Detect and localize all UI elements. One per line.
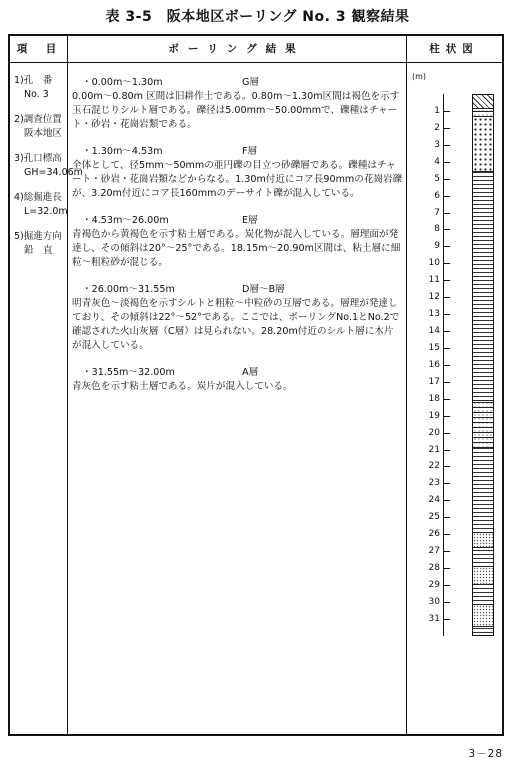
depth-label: 2	[434, 122, 440, 133]
section-f-layer	[72, 145, 403, 201]
depth-tick	[443, 213, 450, 214]
depth-label: 23	[428, 478, 440, 489]
item-direction	[14, 230, 66, 258]
depth-tick	[443, 331, 450, 332]
depth-label: 12	[428, 292, 440, 303]
layer-c-silt	[473, 548, 493, 567]
item-label: 3)孔口標高	[14, 153, 62, 164]
depth-tick	[443, 450, 450, 451]
depth-label: 5	[434, 173, 440, 184]
section-range: ・4.53m～26.00m	[82, 215, 169, 226]
depth-label: 15	[428, 342, 440, 353]
depth-tick	[443, 246, 450, 247]
section-a-layer	[72, 366, 403, 394]
depth-tick	[443, 145, 450, 146]
layer-b-sand	[473, 567, 493, 585]
section-text: 0.00m～0.80m 区間は旧耕作土である。0.80m～1.30m区間は褐色を示す玉石混じりシルト層である。礫径は5.00mm～50.00mmで、礫種はチャート・砂岩・花崗岩類である。	[72, 91, 400, 130]
depth-tick	[443, 433, 450, 434]
depth-label: 13	[428, 309, 440, 320]
item-elevation	[14, 152, 83, 180]
section-text: 青灰色を示す粘土層である。炭片が混入している。	[72, 381, 293, 392]
depth-label: 31	[428, 613, 440, 624]
layer-g-silt	[473, 109, 493, 118]
depth-tick	[443, 602, 450, 603]
depth-label: 24	[428, 495, 440, 506]
layer-topsoil	[473, 95, 493, 109]
column-divider-2	[406, 36, 407, 734]
depth-label: 20	[428, 427, 440, 438]
item-location	[14, 113, 66, 141]
layer-e-clay-upper	[473, 172, 493, 401]
layer-a-clay	[473, 627, 493, 636]
depth-tick	[443, 263, 450, 264]
lithology-column	[472, 94, 494, 636]
section-text: 全体として、径5mm～50mmの亜円礫の目立つ砂礫層である。礫種はチャート・砂岩・花崗岩類などからなる。1.30m付近にコア長90mmの花崗岩礫が、3.20m付近にコア長160mmのデーサイト礫が混入している。	[72, 160, 403, 199]
depth-label: 30	[428, 596, 440, 607]
section-text: 明青灰色～淡褐色を示すシルトと粗粒～中粒砂の互層である。層理が発達しており、その傾斜は22°～52°である。ここでは、ボーリングNo.1とNo.2で確認された火山灰層（C層）は見られない。28.20m付近のシルト層に木片が混入している。	[72, 298, 400, 351]
depth-label: 21	[428, 444, 440, 455]
column-divider-1	[67, 36, 68, 734]
section-layer: F層	[242, 146, 258, 157]
item-value: 鉛 直	[24, 245, 53, 256]
depth-tick	[443, 416, 450, 417]
item-hole-number	[14, 74, 66, 102]
depth-label: 3	[434, 139, 440, 150]
section-layer: D層～B層	[242, 284, 285, 295]
section-d-b-layer	[72, 283, 403, 353]
section-range: ・26.00m～31.55m	[82, 284, 175, 295]
depth-tick	[443, 111, 450, 112]
depth-tick	[443, 500, 450, 501]
depth-label: 22	[428, 461, 440, 472]
depth-unit: (m)	[412, 72, 427, 81]
section-range: ・1.30m～4.53m	[82, 146, 163, 157]
layer-e-clay-lower	[473, 448, 493, 533]
table-title: 表 3-5 阪本地区ボーリング No. 3 観察結果	[105, 9, 410, 25]
header-divider	[10, 62, 502, 63]
depth-label: 8	[434, 224, 440, 235]
depth-label: 10	[428, 258, 440, 269]
section-text: 青褐色から黄褐色を示す粘土層である。炭化物が混入している。層理面が発達し、その傾斜は20°～25°である。18.15m～20.90m区間は、粘土層に細粒～粗粒砂が混じる。	[72, 229, 401, 268]
depth-label: 26	[428, 529, 440, 540]
depth-tick	[443, 314, 450, 315]
layer-b-sand-lower	[473, 605, 493, 627]
depth-tick	[443, 365, 450, 366]
depth-label: 7	[434, 207, 440, 218]
depth-label: 28	[428, 563, 440, 574]
depth-tick	[443, 551, 450, 552]
depth-tick	[443, 399, 450, 400]
section-e-layer	[72, 214, 403, 270]
section-layer: G層	[242, 77, 260, 88]
depth-tick	[443, 196, 450, 197]
depth-label: 29	[428, 579, 440, 590]
depth-tick	[443, 179, 450, 180]
depth-tick	[443, 534, 450, 535]
depth-label: 11	[428, 275, 440, 286]
depth-tick	[443, 483, 450, 484]
boring-column-log	[410, 72, 502, 732]
depth-label: 1	[434, 105, 440, 116]
observation-text	[72, 76, 403, 407]
depth-label: 9	[434, 241, 440, 252]
depth-tick	[443, 466, 450, 467]
depth-tick	[443, 280, 450, 281]
depth-label: 4	[434, 156, 440, 167]
depth-label: 16	[428, 359, 440, 370]
item-value: L=32.0m	[24, 206, 68, 217]
item-label: 2)調査位置	[14, 114, 62, 125]
depth-label: 19	[428, 410, 440, 421]
item-label: 5)掘進方向	[14, 231, 62, 242]
section-range: ・0.00m～1.30m	[82, 77, 163, 88]
section-layer: E層	[242, 215, 258, 226]
item-value: GH=34.06m	[24, 167, 83, 178]
item-total-length	[14, 191, 66, 219]
section-g-layer	[72, 76, 403, 132]
depth-tick	[443, 568, 450, 569]
header-items: 項 目	[16, 43, 61, 55]
depth-tick	[443, 128, 450, 129]
observation-table	[8, 34, 504, 736]
depth-tick	[443, 382, 450, 383]
depth-label: 25	[428, 512, 440, 523]
depth-label: 14	[428, 326, 440, 337]
depth-tick	[443, 297, 450, 298]
depth-tick	[443, 517, 450, 518]
layer-e-sandy-clay	[473, 401, 493, 448]
layer-b-silt	[473, 585, 493, 605]
depth-label: 6	[434, 190, 440, 201]
depth-label: 17	[428, 376, 440, 387]
depth-tick	[443, 229, 450, 230]
depth-tick	[443, 585, 450, 586]
depth-label: 27	[428, 546, 440, 557]
layer-f-gravel	[473, 117, 493, 172]
item-value: 阪本地区	[24, 128, 63, 139]
depth-tick	[443, 619, 450, 620]
item-value: No. 3	[24, 89, 49, 100]
section-layer: A層	[242, 367, 259, 378]
header-column: 柱状図	[429, 43, 479, 55]
item-label: 4)総掘進長	[14, 192, 62, 203]
depth-tick	[443, 348, 450, 349]
page-number: 3－28	[468, 748, 503, 760]
item-label: 1)孔 番	[14, 75, 53, 86]
item-list	[14, 74, 83, 269]
depth-label: 18	[428, 393, 440, 404]
header-observation: ボーリング結果	[168, 43, 305, 55]
section-range: ・31.55m～32.00m	[82, 367, 175, 378]
layer-d-sand	[473, 533, 493, 548]
depth-tick	[443, 162, 450, 163]
